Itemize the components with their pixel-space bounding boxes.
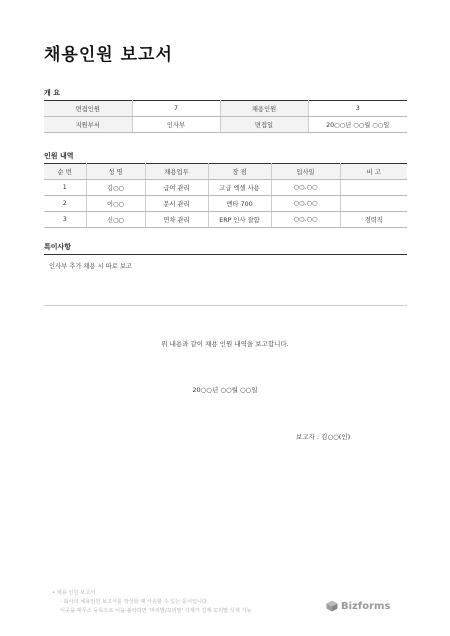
column-header: 비 고 [340, 164, 407, 180]
overview-label: 개 요 [44, 89, 60, 97]
table-cell: 멘타 700 [208, 196, 271, 212]
table-cell: ○○.○○ [271, 196, 340, 212]
table-cell: ○○.○○ [271, 180, 340, 196]
footer-line: 이곳을 재무스 등록으로 이을 불락하면 '머리말/꼬리말' 삭제가 진재 꼬리말 삭제 가능 [60, 608, 252, 614]
page-title: 채용인원 보고서 [44, 45, 173, 65]
table-cell: 지원부서 [44, 117, 132, 133]
notes-box [44, 254, 407, 306]
table-cell: 3 [308, 101, 407, 117]
table-cell: 연차 관리 [145, 212, 208, 228]
table-cell: 김○○ [86, 180, 145, 196]
table-cell: 신○○ [86, 212, 145, 228]
table-row [44, 101, 407, 117]
table-row [44, 117, 407, 133]
brand-logo [326, 600, 390, 612]
table-cell: 경력직 [340, 212, 407, 228]
table-cell: 문서 관리 [145, 196, 208, 212]
column-header: 채용업무 [145, 164, 208, 180]
overview-table [44, 100, 407, 133]
reporter-signature: 보고자 : 김○○(인) [296, 433, 351, 441]
table-header-row [44, 164, 407, 180]
footer-line: - 회사의 채용인원 보고서를 작성할 때 사용할 수 있는 문서입니다. [60, 599, 209, 605]
table-cell: 이○○ [86, 196, 145, 212]
table-cell [340, 180, 407, 196]
footer-line: 채용 인원 보고서 [56, 590, 96, 596]
report-date: 20○○년 ○○월 ○○일 [192, 386, 258, 394]
column-header: 장 점 [208, 164, 271, 180]
details-table [44, 163, 407, 228]
table-cell: 20○○년 ○○월 ○○일 [308, 117, 407, 133]
table-cell: 1 [44, 180, 86, 196]
table-cell: ERP 인사 잘함 [208, 212, 271, 228]
details-label: 인원 내역 [44, 152, 74, 160]
column-header: 성 명 [86, 164, 145, 180]
table-cell: 인사부 [132, 117, 220, 133]
footer-notes: • 채용 인원 보고서 - 회사의 채용인원 보고서를 작성할 때 사용할 수 있는 문서입니다. 이곳을 재무스 등록으로 이을 불락하면 '머리말/꼬리말' 삭제가 진재 꼬리말 삭제 가능 [52, 590, 252, 614]
notes-text: 인사부 추가 채용 시 따로 보고 [49, 263, 133, 270]
cube-icon [326, 600, 338, 612]
column-header: 순 번 [44, 164, 86, 180]
table-cell: 2 [44, 196, 86, 212]
table-row [44, 196, 407, 212]
table-cell: 급여 관리 [145, 180, 208, 196]
table-cell: 면접인원 [44, 101, 132, 117]
table-row [44, 212, 407, 228]
report-statement: 위 내용과 같이 채용 인원 내역을 보고합니다. [161, 340, 289, 348]
table-cell: 3 [44, 212, 86, 228]
table-cell [340, 196, 407, 212]
table-cell: 7 [132, 101, 220, 117]
column-header: 입사일 [271, 164, 340, 180]
notes-label: 특이사항 [44, 243, 72, 251]
table-cell: 면접일 [220, 117, 308, 133]
table-cell: ○○.○○ [271, 212, 340, 228]
table-cell: 고급 엑셀 사용 [208, 180, 271, 196]
table-row [44, 180, 407, 196]
brand-name: Bizforms [341, 600, 391, 612]
table-cell: 채용인원 [220, 101, 308, 117]
